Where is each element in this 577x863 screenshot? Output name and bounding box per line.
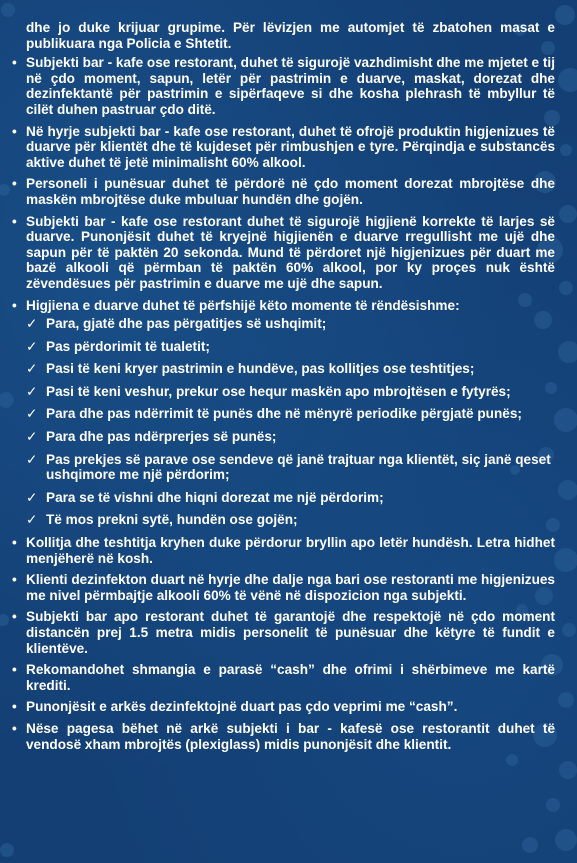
regulation-item xyxy=(12,609,555,656)
regulation-text: Subjekti bar - kafe ose restorant duhet të sigurojë higjienë korrekte të larjes së duarve. Punonjësit duhet të kryejnë higjienën e duarve rregullisht me ujë dhe sapun për të paktën 20 sekonda. Mund të përdoret një higjenizues për duart me bazë alkooli që përmban të paktën 60% alkool, por ky proçes nuk është zëvendësues për pastrimin e duarve me ujë dhe sapun. xyxy=(26,213,555,291)
moment-text: Para se të vishni dhe hiqni dorezat me një përdorim; xyxy=(46,489,384,505)
moment-text: Pas prekjes së parave ose sendeve që janë trajtuar nga klientët, siç janë qeset ushqimore me një përdorim; xyxy=(46,451,551,483)
regulation-text: Subjekti bar apo restorant duhet të garantojë dhe respektojë në çdo moment distancën prej 1.5 metra midis personelit të punësuar dhe këtyre të fundit e klientëve. xyxy=(26,609,555,656)
hand-hygiene-moment xyxy=(26,512,555,528)
moment-text: Para dhe pas ndërrimit të punës dhe në mënyrë periodike përgjatë punës; xyxy=(46,406,522,422)
bullet-icon: • xyxy=(12,55,17,71)
moment-text: Të mos prekni sytë, hundën ose gojën; xyxy=(46,512,298,528)
regulation-text: Klienti dezinfekton duart në hyrje dhe dalje nga bari ose restoranti me higjenizues me nivel përmbajtje alkooli 60% të vënë në dispozicion nga subjekti. xyxy=(26,572,555,603)
moment-text: Para dhe pas ndërprerjes së punës; xyxy=(46,429,277,445)
checkmark-icon: ✓ xyxy=(26,406,38,422)
regulation-item xyxy=(12,176,555,207)
regulation-text: Punonjësit e arkës dezinfektojnë duart pas çdo veprimi me “cash”. xyxy=(26,699,458,715)
moment-text: Pasi të keni kryer pastrimin e hundëve, pas kollitjes ose teshtitjes; xyxy=(46,361,475,377)
bullet-icon: • xyxy=(12,609,17,625)
hand-hygiene-moments-list xyxy=(26,316,555,528)
moment-text: Para, gjatë dhe pas përgatitjes së ushqimit; xyxy=(46,316,327,332)
regulation-item xyxy=(12,535,555,566)
bullet-icon: • xyxy=(12,176,17,192)
regulation-item xyxy=(12,55,555,117)
checkmark-icon: ✓ xyxy=(26,489,38,505)
regulation-item xyxy=(12,298,555,529)
regulation-list xyxy=(12,55,555,752)
checkmark-icon: ✓ xyxy=(26,451,38,467)
hand-hygiene-moment xyxy=(26,339,555,355)
bullet-icon: • xyxy=(12,662,17,678)
regulation-item xyxy=(12,699,555,715)
regulation-item xyxy=(12,124,555,171)
regulation-text: Personeli i punësuar duhet të përdorë në çdo moment dorezat mbrojtëse dhe maskën mbrojtëse duke mbuluar hundën dhe gojën. xyxy=(26,176,555,207)
regulation-item xyxy=(12,721,555,752)
checkmark-icon: ✓ xyxy=(26,512,38,528)
checkmark-icon: ✓ xyxy=(26,383,38,399)
regulation-item xyxy=(12,572,555,603)
hand-hygiene-moment xyxy=(26,384,555,400)
regulation-item xyxy=(12,214,555,292)
hand-hygiene-moment xyxy=(26,452,555,483)
moment-text: Pas përdorimit të tualetit; xyxy=(46,338,210,354)
regulation-text: Higjiena e duarve duhet të përfshijë këto momente të rëndësishme: xyxy=(26,297,460,313)
checkmark-icon: ✓ xyxy=(26,429,38,445)
bullet-icon: • xyxy=(12,123,17,139)
hand-hygiene-moment xyxy=(26,406,555,422)
checkmark-icon: ✓ xyxy=(26,316,38,332)
regulation-text: Nëse pagesa bëhet në arkë subjekti i bar - kafesë ose restorantit duhet të vendosë xham mbrojtës (plexiglass) midis punonjësit dhe klientit. xyxy=(26,720,555,752)
bullet-icon: • xyxy=(12,297,17,313)
hand-hygiene-moment xyxy=(26,361,555,377)
regulation-item xyxy=(12,662,555,693)
intro-paragraph: dhe jo duke krijuar grupime. Për lëvizjen me automjet të zbatohen masat e publikuara nga Policia e Shtetit. xyxy=(26,20,555,51)
bullet-icon: • xyxy=(12,213,17,229)
regulation-text: Kollitja dhe teshtitja kryhen duke përdorur bryllin apo letër hundësh. Letra hidhet menjëherë në kosh. xyxy=(26,535,555,566)
regulation-text: Rekomandohet shmangia e parasë “cash” dhe ofrimi i shërbimeve me kartë krediti. xyxy=(26,662,555,693)
checkmark-icon: ✓ xyxy=(26,338,38,354)
bullet-icon: • xyxy=(12,699,17,715)
checkmark-icon: ✓ xyxy=(26,361,38,377)
bullet-icon: • xyxy=(12,535,17,551)
hand-hygiene-moment xyxy=(26,429,555,445)
hand-hygiene-moment xyxy=(26,316,555,332)
regulation-text: Subjekti bar - kafe ose restorant, duhet të sigurojë vazhdimisht dhe me mjetet e tij në çdo moment, sapun, letër për pastrimin e duarve, maskat, dorezat dhe dezinfektantë për pastrimin e sipërfaqeve si dhe kosha plehrash të mbyllur të cilët duhen pastruar çdo ditë. xyxy=(26,55,555,117)
regulation-text: Në hyrje subjekti bar - kafe ose restorant, duhet të ofrojë produktin higjenizues të duarve për klientët dhe të kujdeset për rimbushjen e tyre. Përqindja e substancës aktive duhet të jetë minimalisht 60% alkool. xyxy=(26,123,555,170)
bullet-icon: • xyxy=(12,720,17,736)
moment-text: Pasi të keni veshur, prekur ose hequr maskën apo mbrojtësen e fytyrës; xyxy=(46,383,511,399)
bullet-icon: • xyxy=(12,572,17,588)
hand-hygiene-moment xyxy=(26,490,555,506)
